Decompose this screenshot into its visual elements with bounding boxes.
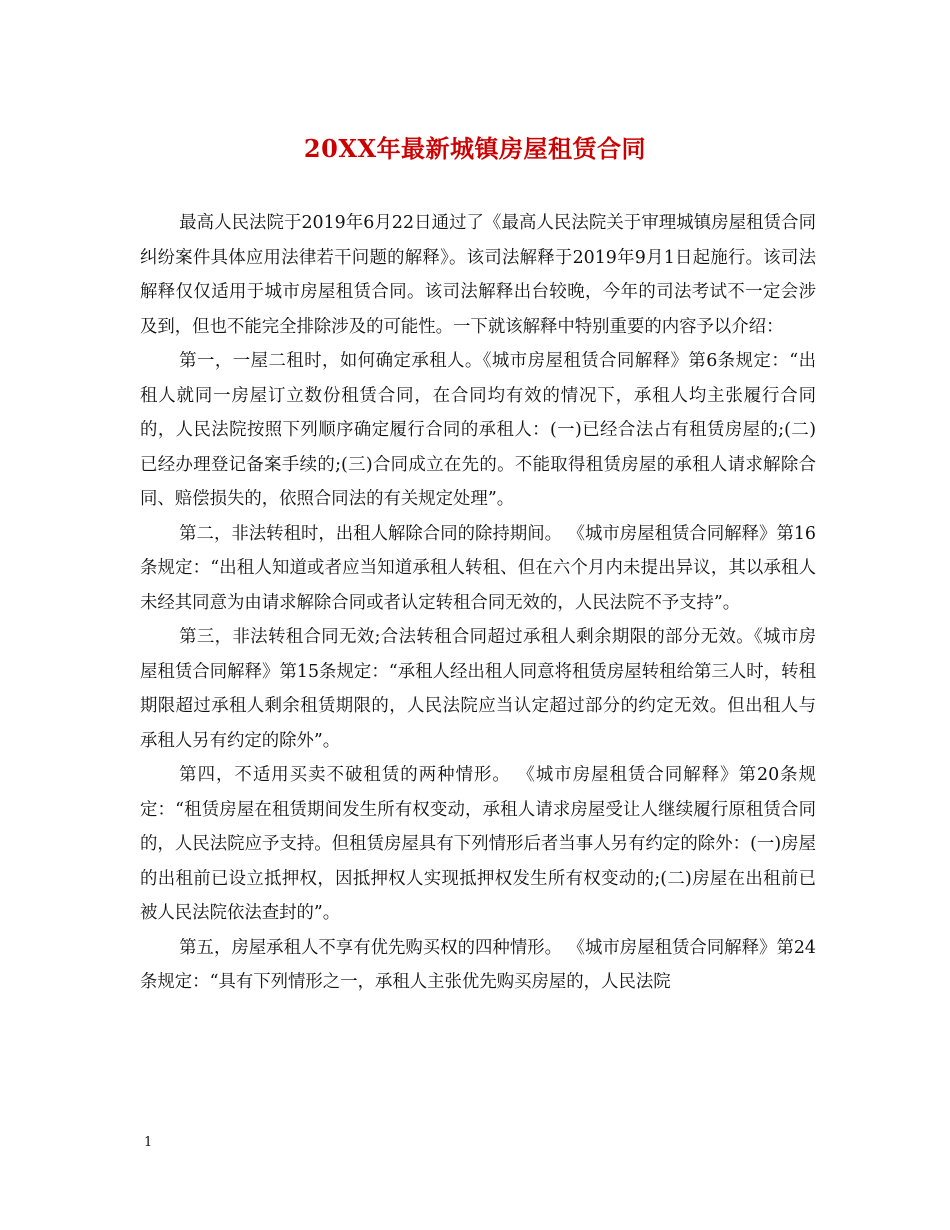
paragraph-fifth: 第五，房屋承租人不享有优先购买权的四种情形。 《城市房屋租赁合同解释》第24条规定：“具有下列情形之一，承租人主张优先购买房屋的，人民法院 bbox=[140, 937, 816, 992]
document-body bbox=[140, 206, 816, 1000]
page-number: 1 bbox=[144, 1135, 153, 1150]
paragraph-first: 第一，一屋二租时，如何确定承租人。《城市房屋租赁合同解释》第6条规定：“出租人就同一房屋订立数份租赁合同，在合同均有效的情况下，承租人均主张履行合同的，人民法院按照下列顺序确定履行合同的承租人：(一)已经合法占有租赁房屋的;(二)已经办理登记备案手续的;(三)合同成立在先的。不能取得租赁房屋的承租人请求解除合同、赔偿损失的，依照合同法的有关规定处理”。 bbox=[140, 351, 816, 509]
document-title: 20XX年最新城镇房屋租赁合同 bbox=[303, 134, 647, 163]
paragraph-fourth: 第四，不适用买卖不破租赁的两种情形。 《城市房屋租赁合同解释》第20条规定：“租赁房屋在租赁期间发生所有权变动，承租人请求房屋受让人继续履行原租赁合同的，人民法院应予支持。但租赁房屋具有下列情形后者当事人另有约定的除外：(一)房屋的出租前已设立抵押权，因抵押权人实现抵押权发生所有权变动的;(二)房屋在出租前已被人民法院依法查封的”。 bbox=[140, 765, 816, 923]
paragraph-second: 第二，非法转租时，出租人解除合同的除持期间。 《城市房屋租赁合同解释》第16条规定：“出租人知道或者应当知道承租人转租、但在六个月内未提出异议，其以承租人未经其同意为由请求解除合同或者认定转租合同无效的，人民法院不予支持”。 bbox=[140, 523, 816, 613]
paragraph-third: 第三，非法转租合同无效;合法转租合同超过承租人剩余期限的部分无效。《城市房屋租赁合同解释》第15条规定：“承租人经出租人同意将租赁房屋转租给第三人时，转租期限超过承租人剩余租赁期限的，人民法院应当认定超过部分的约定无效。但出租人与承租人另有约定的除外”。 bbox=[140, 627, 816, 751]
paragraph-intro: 最高人民法院于2019年6月22日通过了《最高人民法院关于审理城镇房屋租赁合同纠纷案件具体应用法律若干问题的解释》。该司法解释于2019年9月1日起施行。该司法解释仅仅适用于城市房屋租赁合同。该司法解释出台较晚，今年的司法考试不一定会涉及到，但也不能完全排除涉及的可能性。一下就该解释中特别重要的内容予以介绍： bbox=[140, 213, 816, 337]
